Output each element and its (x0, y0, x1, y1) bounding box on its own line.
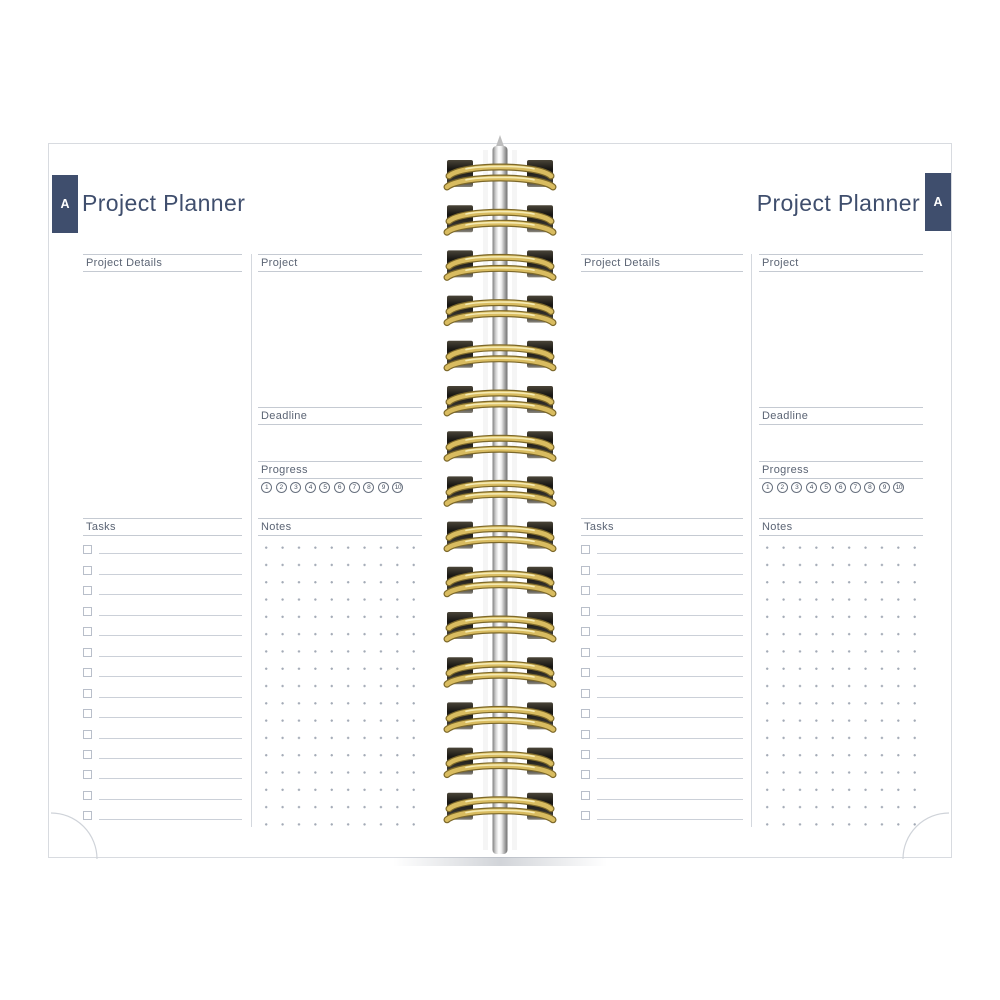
task-row (83, 779, 242, 799)
progress-step: 3 (290, 482, 301, 493)
task-line (99, 654, 242, 657)
task-row (83, 616, 242, 636)
task-line (99, 776, 242, 779)
task-checkbox (581, 545, 590, 554)
progress-step: 8 (864, 482, 875, 493)
task-checkbox (581, 689, 590, 698)
task-line (99, 572, 242, 575)
task-line (99, 736, 242, 739)
task-checkbox (83, 627, 92, 636)
progress-step: 5 (820, 482, 831, 493)
progress-step: 9 (879, 482, 890, 493)
task-row (83, 677, 242, 697)
task-checkbox (581, 730, 590, 739)
tasks-header: Tasks (581, 518, 743, 536)
task-row (581, 779, 743, 799)
progress-step: 4 (305, 482, 316, 493)
task-row (581, 636, 743, 656)
project-details-header: Project Details (581, 254, 743, 272)
task-line (99, 797, 242, 800)
task-checkbox (83, 770, 92, 779)
task-line (99, 633, 242, 636)
progress-step: 6 (835, 482, 846, 493)
progress-step: 9 (378, 482, 389, 493)
notes-header: Notes (759, 518, 923, 536)
deadline-header: Deadline (258, 407, 422, 425)
task-row (83, 595, 242, 615)
task-row (581, 616, 743, 636)
task-line (597, 695, 743, 698)
task-checkbox (83, 689, 92, 698)
project-details-header: Project Details (83, 254, 242, 272)
progress-step: 2 (777, 482, 788, 493)
task-line (597, 756, 743, 759)
progress-step: 7 (850, 482, 861, 493)
progress-step: 1 (261, 482, 272, 493)
task-checkbox (83, 709, 92, 718)
task-line (99, 551, 242, 554)
task-checkbox (581, 627, 590, 636)
task-checkbox (83, 668, 92, 677)
task-line (597, 633, 743, 636)
task-checkbox (83, 791, 92, 800)
task-row (581, 554, 743, 574)
task-row (83, 718, 242, 738)
task-row (83, 657, 242, 677)
task-line (99, 817, 242, 820)
index-tab (52, 175, 78, 233)
task-line (99, 674, 242, 677)
task-row (581, 534, 743, 554)
task-line (597, 654, 743, 657)
task-line (597, 715, 743, 718)
index-tab (925, 173, 951, 231)
task-row (83, 554, 242, 574)
task-row (581, 677, 743, 697)
task-line (597, 572, 743, 575)
task-line (99, 715, 242, 718)
task-checkbox (581, 811, 590, 820)
task-line (597, 817, 743, 820)
progress-step: 6 (334, 482, 345, 493)
task-row (83, 759, 242, 779)
progress-step: 3 (791, 482, 802, 493)
task-checkbox (83, 730, 92, 739)
progress-steps (261, 482, 403, 493)
task-row (581, 595, 743, 615)
progress-header: Progress (759, 461, 923, 479)
task-checkbox (581, 750, 590, 759)
deadline-header: Deadline (759, 407, 923, 425)
progress-header: Progress (258, 461, 422, 479)
task-checkbox (581, 586, 590, 595)
task-row (83, 534, 242, 554)
task-list (83, 534, 242, 820)
progress-step: 10 (392, 482, 403, 493)
page-stack-shadow (393, 857, 607, 866)
index-tab-label: A (60, 197, 70, 211)
task-line (99, 695, 242, 698)
progress-step: 4 (806, 482, 817, 493)
progress-step: 10 (893, 482, 904, 493)
task-checkbox (581, 770, 590, 779)
task-row (581, 759, 743, 779)
project-header: Project (759, 254, 923, 272)
task-checkbox (83, 566, 92, 575)
task-checkbox (83, 586, 92, 595)
task-row (581, 800, 743, 820)
task-row (581, 575, 743, 595)
task-line (597, 613, 743, 616)
progress-step: 5 (319, 482, 330, 493)
task-row (581, 657, 743, 677)
task-line (597, 736, 743, 739)
index-tab-label: A (933, 195, 943, 209)
progress-step: 8 (363, 482, 374, 493)
task-checkbox (581, 648, 590, 657)
planner-spread (48, 143, 952, 858)
tasks-header: Tasks (83, 518, 242, 536)
notes-header: Notes (258, 518, 422, 536)
page-title: Project Planner (756, 190, 920, 216)
task-row (581, 718, 743, 738)
task-row (83, 739, 242, 759)
notes-dot-grid (258, 539, 422, 833)
task-checkbox (581, 566, 590, 575)
task-row (83, 575, 242, 595)
progress-steps (762, 482, 904, 493)
task-list (581, 534, 743, 820)
task-row (83, 800, 242, 820)
task-row (581, 698, 743, 718)
task-checkbox (581, 607, 590, 616)
task-line (99, 592, 242, 595)
task-line (597, 674, 743, 677)
task-checkbox (581, 791, 590, 800)
task-row (581, 739, 743, 759)
progress-step: 1 (762, 482, 773, 493)
project-header: Project (258, 254, 422, 272)
task-checkbox (581, 668, 590, 677)
task-line (597, 776, 743, 779)
task-row (83, 636, 242, 656)
task-checkbox (581, 709, 590, 718)
task-checkbox (83, 811, 92, 820)
task-row (83, 698, 242, 718)
notes-dot-grid (759, 539, 923, 833)
page-title: Project Planner (82, 190, 246, 216)
task-checkbox (83, 648, 92, 657)
task-line (99, 756, 242, 759)
task-line (597, 592, 743, 595)
progress-step: 7 (349, 482, 360, 493)
task-line (99, 613, 242, 616)
column-divider (251, 254, 252, 827)
task-checkbox (83, 545, 92, 554)
column-divider (751, 254, 752, 827)
task-line (597, 797, 743, 800)
task-line (597, 551, 743, 554)
task-checkbox (83, 607, 92, 616)
progress-step: 2 (276, 482, 287, 493)
task-checkbox (83, 750, 92, 759)
